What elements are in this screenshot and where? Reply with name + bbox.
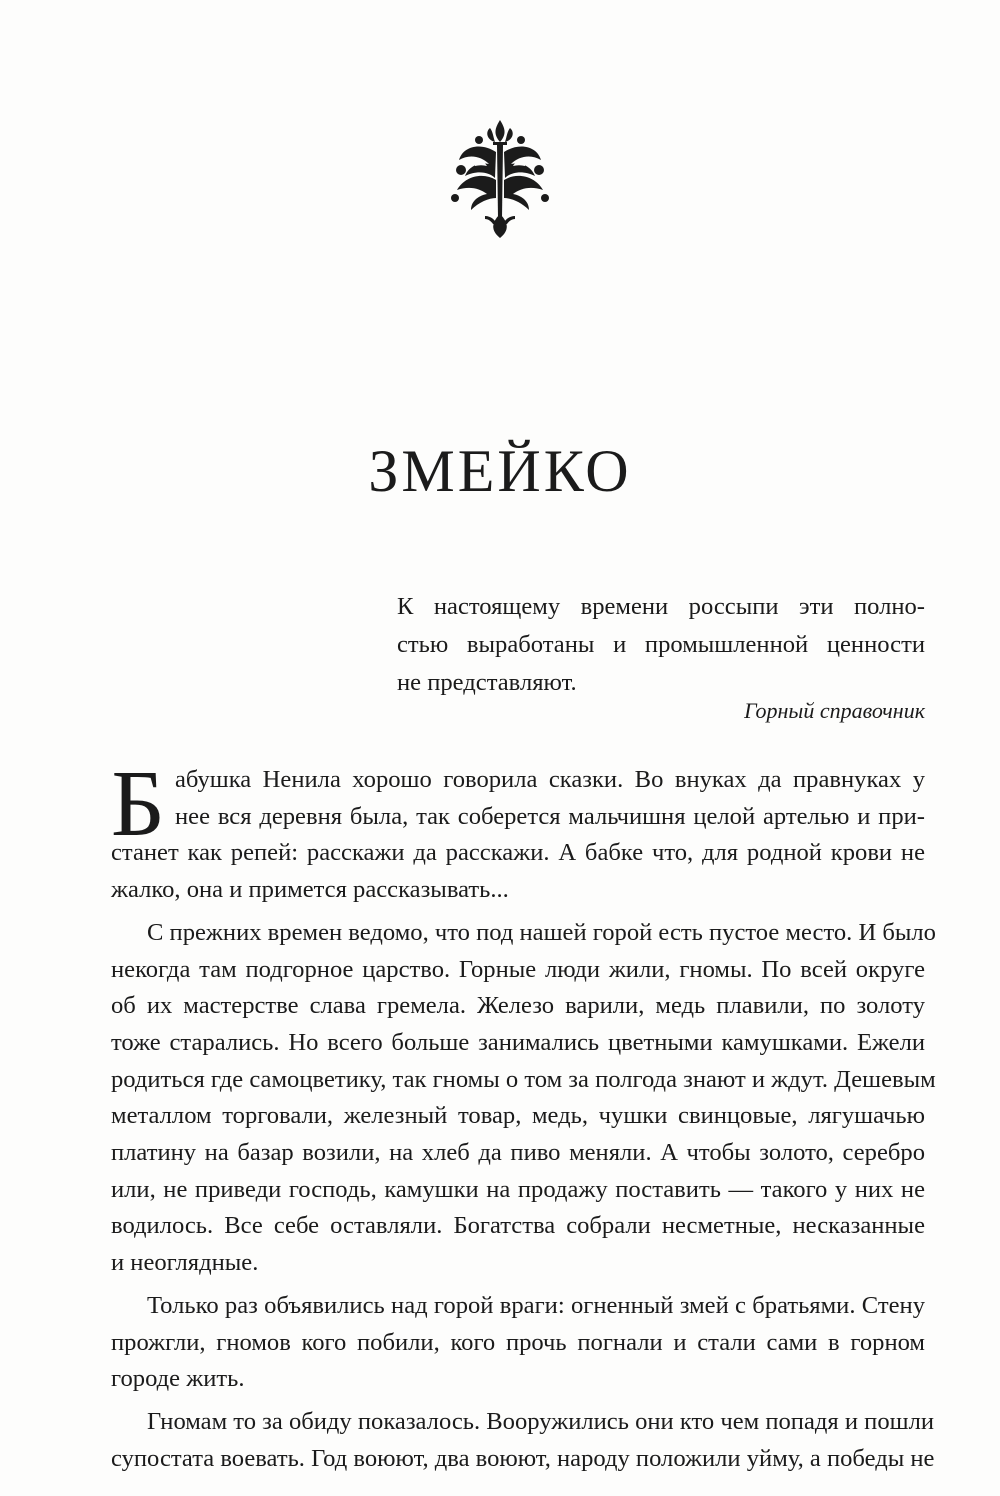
text-line: нее вся деревня была, так соберется мальчишня целой артелью и при- — [175, 802, 925, 830]
text-line: платину на базар возили, на хлеб да пиво меняли. А чтобы золото, серебро — [111, 1139, 925, 1167]
text-line: и неоглядные. — [111, 1249, 259, 1277]
drop-cap: Б — [111, 752, 165, 856]
epigraph-source: Горный справочник — [744, 698, 925, 723]
text-line: городе жить. — [111, 1365, 245, 1393]
body-text — [111, 752, 936, 1477]
floral-ornament-icon — [449, 118, 551, 240]
text-line: Только раз объявились над горой враги: огненный змей с братьями. Стену — [147, 1291, 925, 1319]
text-line: жалко, она и примется рассказывать... — [111, 876, 509, 904]
text-line: станет как репей: расскажи да расскажи. А бабке что, для родной крови не — [111, 839, 925, 867]
epigraph-line: стью выработаны и промышленной ценности — [397, 631, 925, 658]
epigraph — [397, 588, 925, 702]
text-line: металлом торговали, железный товар, медь, чушки свинцовые, лягушачью — [111, 1102, 925, 1130]
text-line: супостата воевать. Год воюют, два воюют, народу положили уйму, а победы не — [111, 1444, 935, 1472]
paragraph — [111, 1288, 925, 1398]
text-line: Гномам то за обиду показалось. Вооружились они кто чем попадя и пошли — [147, 1407, 934, 1435]
text-line: некогда там подгорное царство. Горные люди жили, гномы. По всей округе — [111, 955, 925, 983]
text-line: или, не приведи господь, камушки на продажу поставить — такого у них не — [111, 1175, 925, 1203]
text-line: прожгли, гномов кого побили, кого прочь погнали и стали сами в горном — [111, 1328, 925, 1356]
text-line: С прежних времен ведомо, что под нашей горой есть пустое место. И было — [147, 918, 936, 946]
paragraph — [111, 752, 925, 909]
text-line: водилось. Все себе оставляли. Богатства собрали несметные, несказанные — [111, 1212, 925, 1240]
paragraph — [111, 915, 936, 1282]
epigraph-line: К настоящему времени россыпи эти полно- — [397, 593, 925, 620]
text-line: абушка Ненила хорошо говорила сказки. Во внуках да правнуках у — [175, 766, 925, 793]
text-line: об их мастерстве слава гремела. Железо варили, медь плавили, по золоту — [111, 992, 925, 1020]
epigraph-line: не представляют. — [397, 669, 577, 696]
text-line: тоже старались. Но всего больше занимались цветными камушками. Ежели — [111, 1028, 925, 1056]
text-line: родиться где самоцветику, так гномы о том за полгода знают и ждут. Дешевым — [111, 1065, 936, 1093]
chapter-title: ЗМЕЙКО — [368, 438, 632, 504]
paragraph — [111, 1404, 935, 1477]
